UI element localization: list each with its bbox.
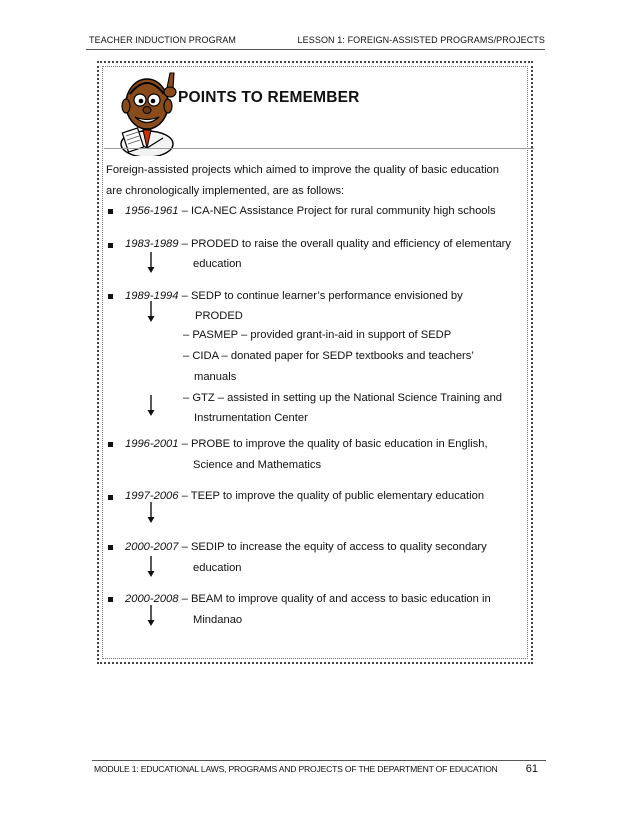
list-item: [125, 537, 487, 557]
sub-item: – PASMEP – provided grant-in-aid in support of SEDP: [183, 329, 452, 341]
page-footer: [92, 760, 546, 777]
arrow-down-icon: [146, 252, 156, 274]
item-text: – ICA-NEC Assistance Project for rural community high schools: [178, 205, 496, 217]
bullet-icon: [108, 545, 113, 550]
sub-item: – GTZ – assisted in setting up the National Science Training and: [183, 392, 503, 404]
item-year: 1956-1961: [125, 205, 179, 217]
list-item: [125, 286, 463, 306]
item-year: 1983-1989: [125, 238, 179, 250]
arrow-down-icon: [146, 556, 156, 578]
item-text: – SEDP to continue learner’s performance envisioned by: [178, 290, 463, 302]
teacher-mascot-icon: [117, 68, 179, 156]
item-continuation: PRODED: [195, 310, 243, 322]
list-item: [125, 201, 496, 221]
intro-line-1: Foreign-assisted projects which aimed to improve the quality of basic education: [106, 164, 500, 176]
list-item: [125, 434, 488, 454]
item-year: 2000-2008: [125, 593, 179, 605]
arrow-down-icon: [146, 301, 156, 323]
header-lesson: LESSON 1: FOREIGN-ASSISTED PROGRAMS/PROJECTS: [297, 35, 545, 45]
page-number: 61: [525, 763, 538, 775]
arrow-down-icon: [146, 395, 156, 417]
sub-item: – CIDA – donated paper for SEDP textbooks and teachers’: [183, 350, 474, 362]
item-text: – SEDIP to increase the equity of access to quality secondary: [178, 541, 487, 553]
list-item: [125, 589, 491, 609]
item-continuation: education: [193, 562, 242, 574]
item-year: 1997-2006: [125, 490, 179, 502]
bullet-icon: [108, 209, 113, 214]
item-continuation: Science and Mathematics: [193, 459, 322, 471]
item-text: – PROBE to improve the quality of basic education in English,: [178, 438, 488, 450]
list-item: [125, 234, 511, 254]
footer-module: MODULE 1: EDUCATIONAL LAWS, PROGRAMS AND PROJECTS OF THE DEPARTMENT OF EDUCATION: [94, 764, 498, 774]
sub-item-continuation: Instrumentation Center: [194, 412, 308, 424]
bullet-icon: [108, 597, 113, 602]
bullet-icon: [108, 495, 113, 500]
bullet-icon: [108, 243, 113, 248]
title-divider: [104, 148, 534, 149]
arrow-down-icon: [146, 605, 156, 627]
intro-line-2: are chronologically implemented, are as follows:: [106, 185, 345, 197]
bullet-icon: [108, 442, 113, 447]
item-year: 1989-1994: [125, 290, 179, 302]
bullet-icon: [108, 294, 113, 299]
header-program: TEACHER INDUCTION PROGRAM: [89, 35, 237, 45]
arrow-down-icon: [146, 502, 156, 524]
item-year: 2000-2007: [125, 541, 179, 553]
item-year: 1996-2001: [125, 438, 179, 450]
box-title: POINTS TO REMEMBER: [178, 89, 360, 106]
list-item: [125, 486, 484, 506]
page-header: [86, 35, 545, 50]
item-continuation: Mindanao: [193, 614, 243, 626]
sub-item-continuation: manuals: [194, 371, 237, 383]
item-text: – BEAM to improve quality of and access to basic education in: [178, 593, 491, 605]
item-text: – PRODED to raise the overall quality and efficiency of elementary: [178, 238, 511, 250]
item-text: – TEEP to improve the quality of public elementary education: [178, 490, 485, 502]
item-continuation: education: [193, 258, 242, 270]
